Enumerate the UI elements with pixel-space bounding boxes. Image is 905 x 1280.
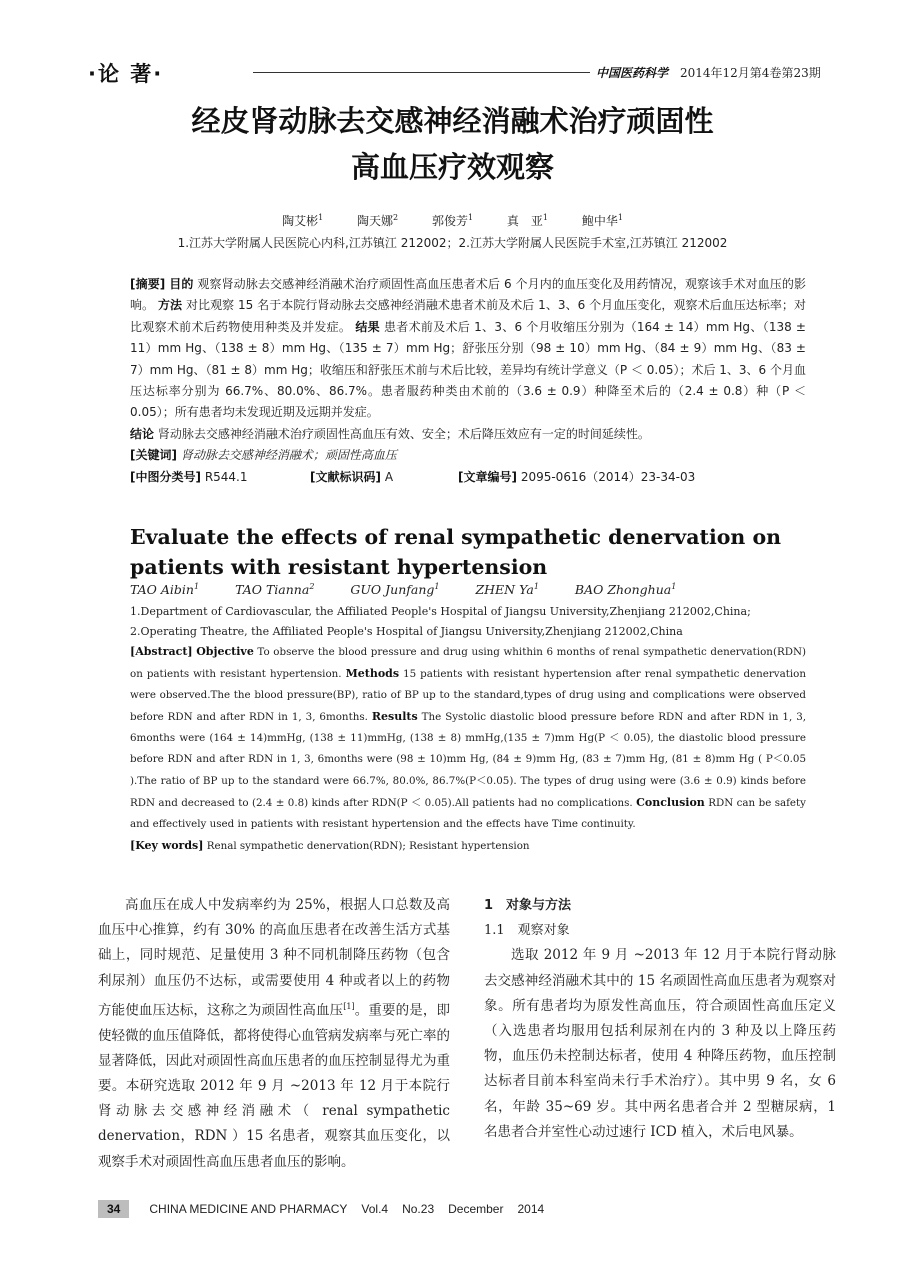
footer-month: December	[448, 1202, 504, 1216]
author-cn: 真 亚$^1$	[506, 213, 548, 228]
citation: [1]	[343, 1001, 355, 1011]
methods-paragraph: 选取 2012 年 9 月 ~2013 年 12 月于本院行肾动脉去交感神经消融术其中的 15 名顽固性高血压患者为观察对象。所有患者均为原发性高血压，符合顽固性高血压定义（入选患者均服用包括利尿剂在内的 3 种及以上降压药物，血压仍未控制达标者，使用 4 种降压药物，血压控制达标者目前本科室尚未行手术治疗）。其中男 9 名，女 6 名，年龄 35~69 岁。其中两名患者合并 2 型糖尿病，1 名患者合并室性心动过速行 ICD 植入，术后电风暴。	[484, 947, 836, 1140]
body-right-column	[484, 893, 836, 1145]
issue-info: 2014年12月第4卷第23期	[680, 66, 821, 80]
affiliation-en	[130, 602, 810, 642]
author-cn: 陶艾彬$^1$	[282, 213, 324, 228]
abstract-cn-conclusion: 结论 肾动脉去交感神经消融术治疗顽固性高血压有效、安全；术后降压效应有一定的时间延续性。	[130, 426, 650, 441]
keywords-cn: [关键词] 肾动脉去交感神经消融术；顽固性高血压	[130, 448, 397, 463]
title-en: Evaluate the effects of renal sympathetic denervation on patients with resistant hypertension	[130, 525, 782, 579]
journal-name: 中国医药科学	[596, 66, 669, 80]
author-cn: 鲍中华$^1$	[581, 213, 623, 228]
title-cn-line1: 经皮肾动脉去交感神经消融术治疗顽固性	[191, 104, 714, 138]
subsection-heading: 1.1 观察对象	[484, 923, 570, 939]
affiliation-cn: 1.江苏大学附属人民医院心内科,江苏镇江 212002；2.江苏大学附属人民医院手术室,江苏镇江 212002	[177, 236, 728, 250]
author-en: TAO Tianna$^2$	[235, 582, 315, 598]
title-cn	[60, 98, 845, 190]
page-footer	[98, 1200, 558, 1218]
author-cn: 郭俊芳$^1$	[431, 213, 474, 228]
footer-year: 2014	[517, 1202, 545, 1216]
author-en: BAO Zhonghua$^1$	[574, 582, 677, 598]
author-en: TAO Aibin$^1$	[130, 582, 200, 598]
intro-paragraph: 高血压在成人中发病率约为 25%，根据人口总数及高血压中心推算，约有 30% 的高血压患者在改善生活方式基础上，同时规范、足量使用 3 种不同机制降压药物（包含利尿剂）血压仍不达标，或需要使用 4 种或者以上的药物方能使血压达标，这称之为顽固性高血压[1]。重要的是，即使轻微的血压值降低，都将使得心血管病发病率与死亡率的显著降低，因此对顽固性高血压患者的血压控制显得尤为重要。本研究选取 2012 年 9 月 ~2013 年 12 月于本院行肾动脉去交感神经消融术（ renal sympathetic denervation，RDN ）15 名患者，观察其血压变化，以观察手术对顽固性高血压患者血压的影响。	[98, 897, 451, 1170]
author-cn: 陶天娜$^2$	[357, 213, 399, 228]
author-en: GUO Junfang$^1$	[350, 582, 440, 598]
abstract-cn-body: [摘要] 目的 观察肾动脉去交感神经消融术治疗顽固性高血压患者术后 6 个月内的血压变化及用药情况，观察该手术对血压的影响。 方法 对比观察 15 名于本院行肾动脉去交感神经消融术患者术前及术后 1、3、6 个月血压变化，观察术后血压达标率；对比观察术前术后药物使用种类及并发症。 结果 患者术前及术后 1、3、6 个月收缩压分别为（164 ± 14）mm Hg、（138 ± 11）mm Hg、（138 ± 8）mm Hg、（135 ± 7）mm Hg；舒张压分别（98 ± 10）mm Hg、（84 ± 9）mm Hg、（83 ± 7）mm Hg、（81 ± 8）mm Hg；收缩压和舒张压术前与术后比较，差异均有统计学意义（P ＜ 0.05）；术后 1、3、6 个月血压达标率分别为 66.7%、80.0%、86.7%。患者服药种类由术前的（3.6 ± 0.9）种降至术后的（2.4 ± 0.8）种（P ＜ 0.05）；所有患者均未发现近期及远期并发症。	[130, 277, 807, 420]
section-tag: ·论 著·	[88, 62, 164, 86]
footer-volume: Vol.4	[361, 1202, 389, 1216]
page-number: 34	[98, 1200, 129, 1218]
section-heading: 1 对象与方法	[484, 898, 572, 913]
author-en: ZHEN Ya$^1$	[475, 582, 539, 598]
abstract-cn	[130, 274, 806, 488]
authors-cn	[60, 212, 845, 229]
title-cn-line2: 高血压疗效观察	[350, 150, 554, 184]
keywords-en: [Key words] Renal sympathetic denervation(RDN); Resistant hypertension	[130, 838, 530, 852]
abstract-en	[130, 641, 806, 857]
authors-en	[130, 582, 810, 597]
header-rule	[253, 72, 590, 73]
footer-number: No.23	[402, 1202, 435, 1216]
affiliation-en-line2: 2.Operating Theatre, the Affiliated People's Hospital of Jiangsu University,Zhenjiang 212002,China	[130, 625, 683, 638]
body-left-column	[98, 893, 450, 1175]
footer-journal: CHINA MEDICINE AND PHARMACY	[149, 1202, 348, 1216]
affiliation-en-line1: 1.Department of Cardiovascular, the Affiliated People's Hospital of Jiangsu University,Zhenjiang 212002,China;	[130, 605, 751, 618]
abstract-en-body: [Abstract] Objective To observe the blood pressure and drug using whithin 6 months of renal sympathetic denervation(RDN) on patients with resistant hypertension. Methods 15 patients with resistant hypertension after renal sympathetic denervation were observed.The the blood pressure(BP), ratio of BP up to the standard,types of drug using and complications were observed before RDN and after RDN in 1, 3, 6months. Results The Systolic diastolic blood pressure before RDN and after RDN in 1, 3, 6months were (164 ± 14)mmHg, (138 ± 11)mmHg, (138 ± 8) mmHg,(135 ± 7)mm Hg(P ＜ 0.05), the diastolic blood pressure before RDN and after RDN in 1, 3, 6months were (98 ± 10)mm Hg, (84 ± 9)mm Hg, (83 ± 7)mm Hg, (81 ± 8)mm Hg ( P＜0.05 ).The ratio of BP up to the standard were 66.7%, 80.0%, 86.7%(P＜0.05). The types of drug using were (3.6 ± 0.9) kinds before RDN and decreased to (2.4 ± 0.8) kinds after RDN(P ＜ 0.05).All patients had no complications. Conclusion RDN can be safety and effectively used in patients with resistant hypertension and the effects have Time continuity.	[130, 645, 807, 830]
classification-row: [中图分类号] R544.1 [文献标识码] A [文章编号] 2095-0616（2014）23-34-03	[130, 469, 696, 484]
